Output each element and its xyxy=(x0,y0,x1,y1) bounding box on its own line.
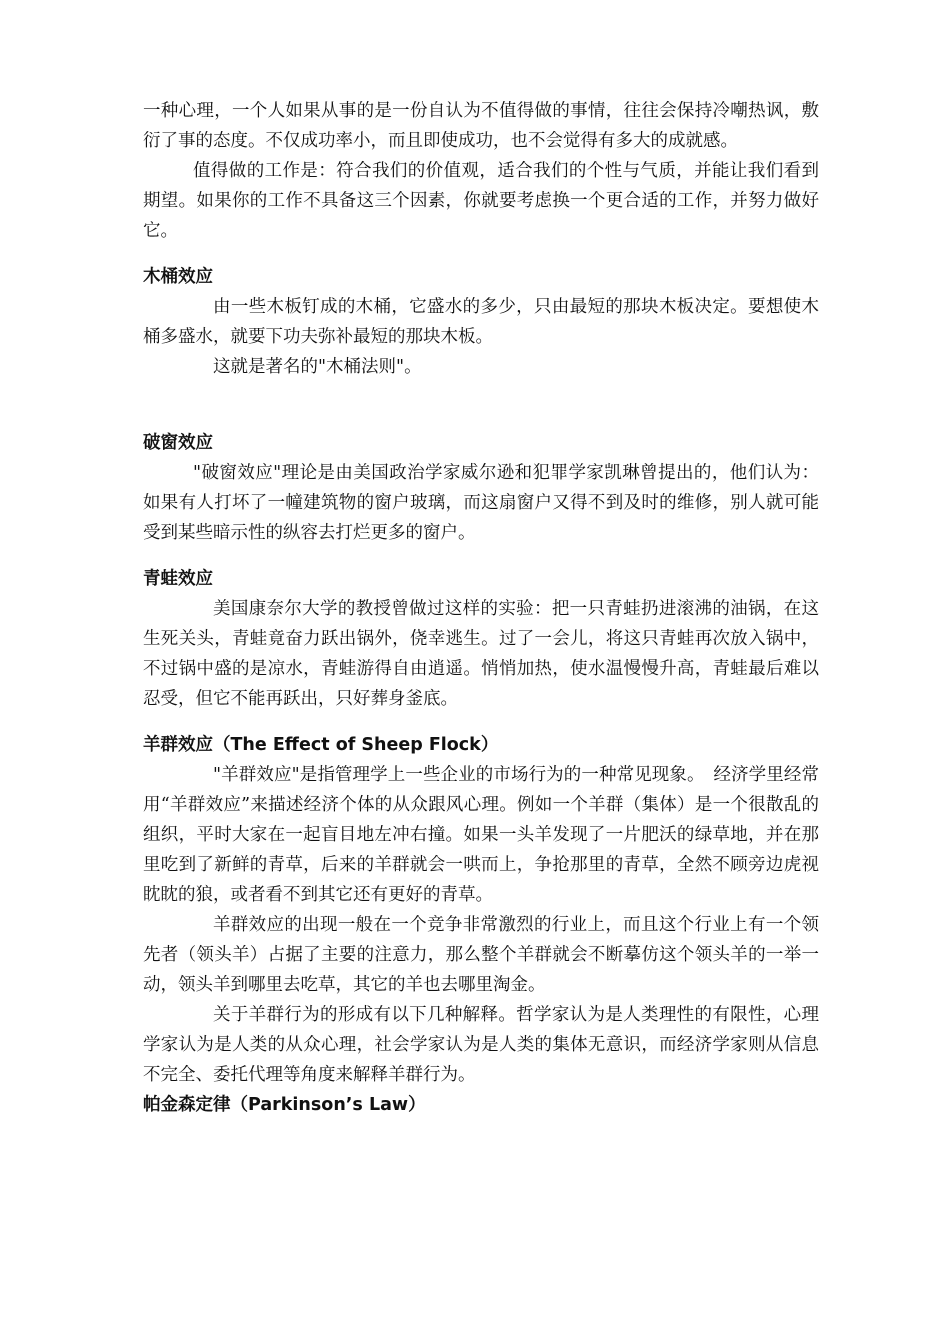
spacer xyxy=(143,382,819,428)
section-paragraph: "破窗效应"理论是由美国政治学家威尔逊和犯罪学家凯琳曾提出的，他们认为：如果有人打坏了一幢建筑物的窗户玻璃，而这扇窗户又得不到及时的维修，别人就可能受到某些暗示性的纵容去打烂更多的窗户。 xyxy=(143,463,819,543)
section-paragraph: 关于羊群行为的形成有以下几种解释。哲学家认为是人类理性的有限性，心理学家认为是人类的从众心理，社会学家认为是人类的集体无意识，而经济学家则从信息不完全、委托代理等角度来解释羊群行为。 xyxy=(143,1005,819,1085)
section-paragraph: 这就是著名的"木桶法则"。 xyxy=(213,357,422,377)
document-page xyxy=(143,96,819,1120)
section-title: 木桶效应 xyxy=(143,267,213,287)
section-title: 青蛙效应 xyxy=(143,569,213,589)
section-paragraph: 美国康奈尔大学的教授曾做过这样的实验：把一只青蛙扔进滚沸的油锅，在这生死关头，青蛙竟奋力跃出锅外，侥幸逃生。过了一会儿，将这只青蛙再次放入锅中，不过锅中盛的是凉水，青蛙游得自由逍遥。悄悄加热，使水温慢慢升高，青蛙最后难以忍受，但它不能再跃出，只好葬身釜底。 xyxy=(143,599,819,709)
spacer xyxy=(143,714,819,730)
intro-paragraph: 一种心理，一个人如果从事的是一份自认为不值得做的事情，往往会保持冷嘲热讽，敷衍了事的态度。不仅成功率小，而且即使成功，也不会觉得有多大的成就感。 xyxy=(143,101,819,151)
section-title: 帕金森定律（Parkinson’s Law） xyxy=(143,1095,426,1115)
section-paragraph: "羊群效应"是指管理学上一些企业的市场行为的一种常见现象。 经济学里经常用“羊群效应”来描述经济个体的从众跟风心理。例如一个羊群（集体）是一个很散乱的组织，平时大家在一起盲目地左冲右撞。如果一头羊发现了一片肥沃的绿草地，并在那里吃到了新鲜的青草，后来的羊群就会一哄而上，争抢那里的青草，全然不顾旁边虎视眈眈的狼，或者看不到其它还有更好的青草。 xyxy=(143,765,819,905)
intro-paragraph: 值得做的工作是：符合我们的价值观，适合我们的个性与气质，并能让我们看到期望。如果你的工作不具备这三个因素，你就要考虑换一个更合适的工作，并努力做好它。 xyxy=(143,161,819,241)
spacer xyxy=(143,246,819,262)
section-paragraph: 由一些木板钉成的木桶，它盛水的多少，只由最短的那块木板决定。要想使木桶多盛水，就要下功夫弥补最短的那块木板。 xyxy=(143,297,819,347)
section-paragraph: 羊群效应的出现一般在一个竞争非常激烈的行业上，而且这个行业上有一个领先者（领头羊）占据了主要的注意力，那么整个羊群就会不断摹仿这个领头羊的一举一动，领头羊到哪里去吃草，其它的羊也去哪里淘金。 xyxy=(143,915,819,995)
section-title: 羊群效应（The Effect of Sheep Flock） xyxy=(143,735,499,755)
section-title: 破窗效应 xyxy=(143,433,213,453)
spacer xyxy=(143,548,819,564)
